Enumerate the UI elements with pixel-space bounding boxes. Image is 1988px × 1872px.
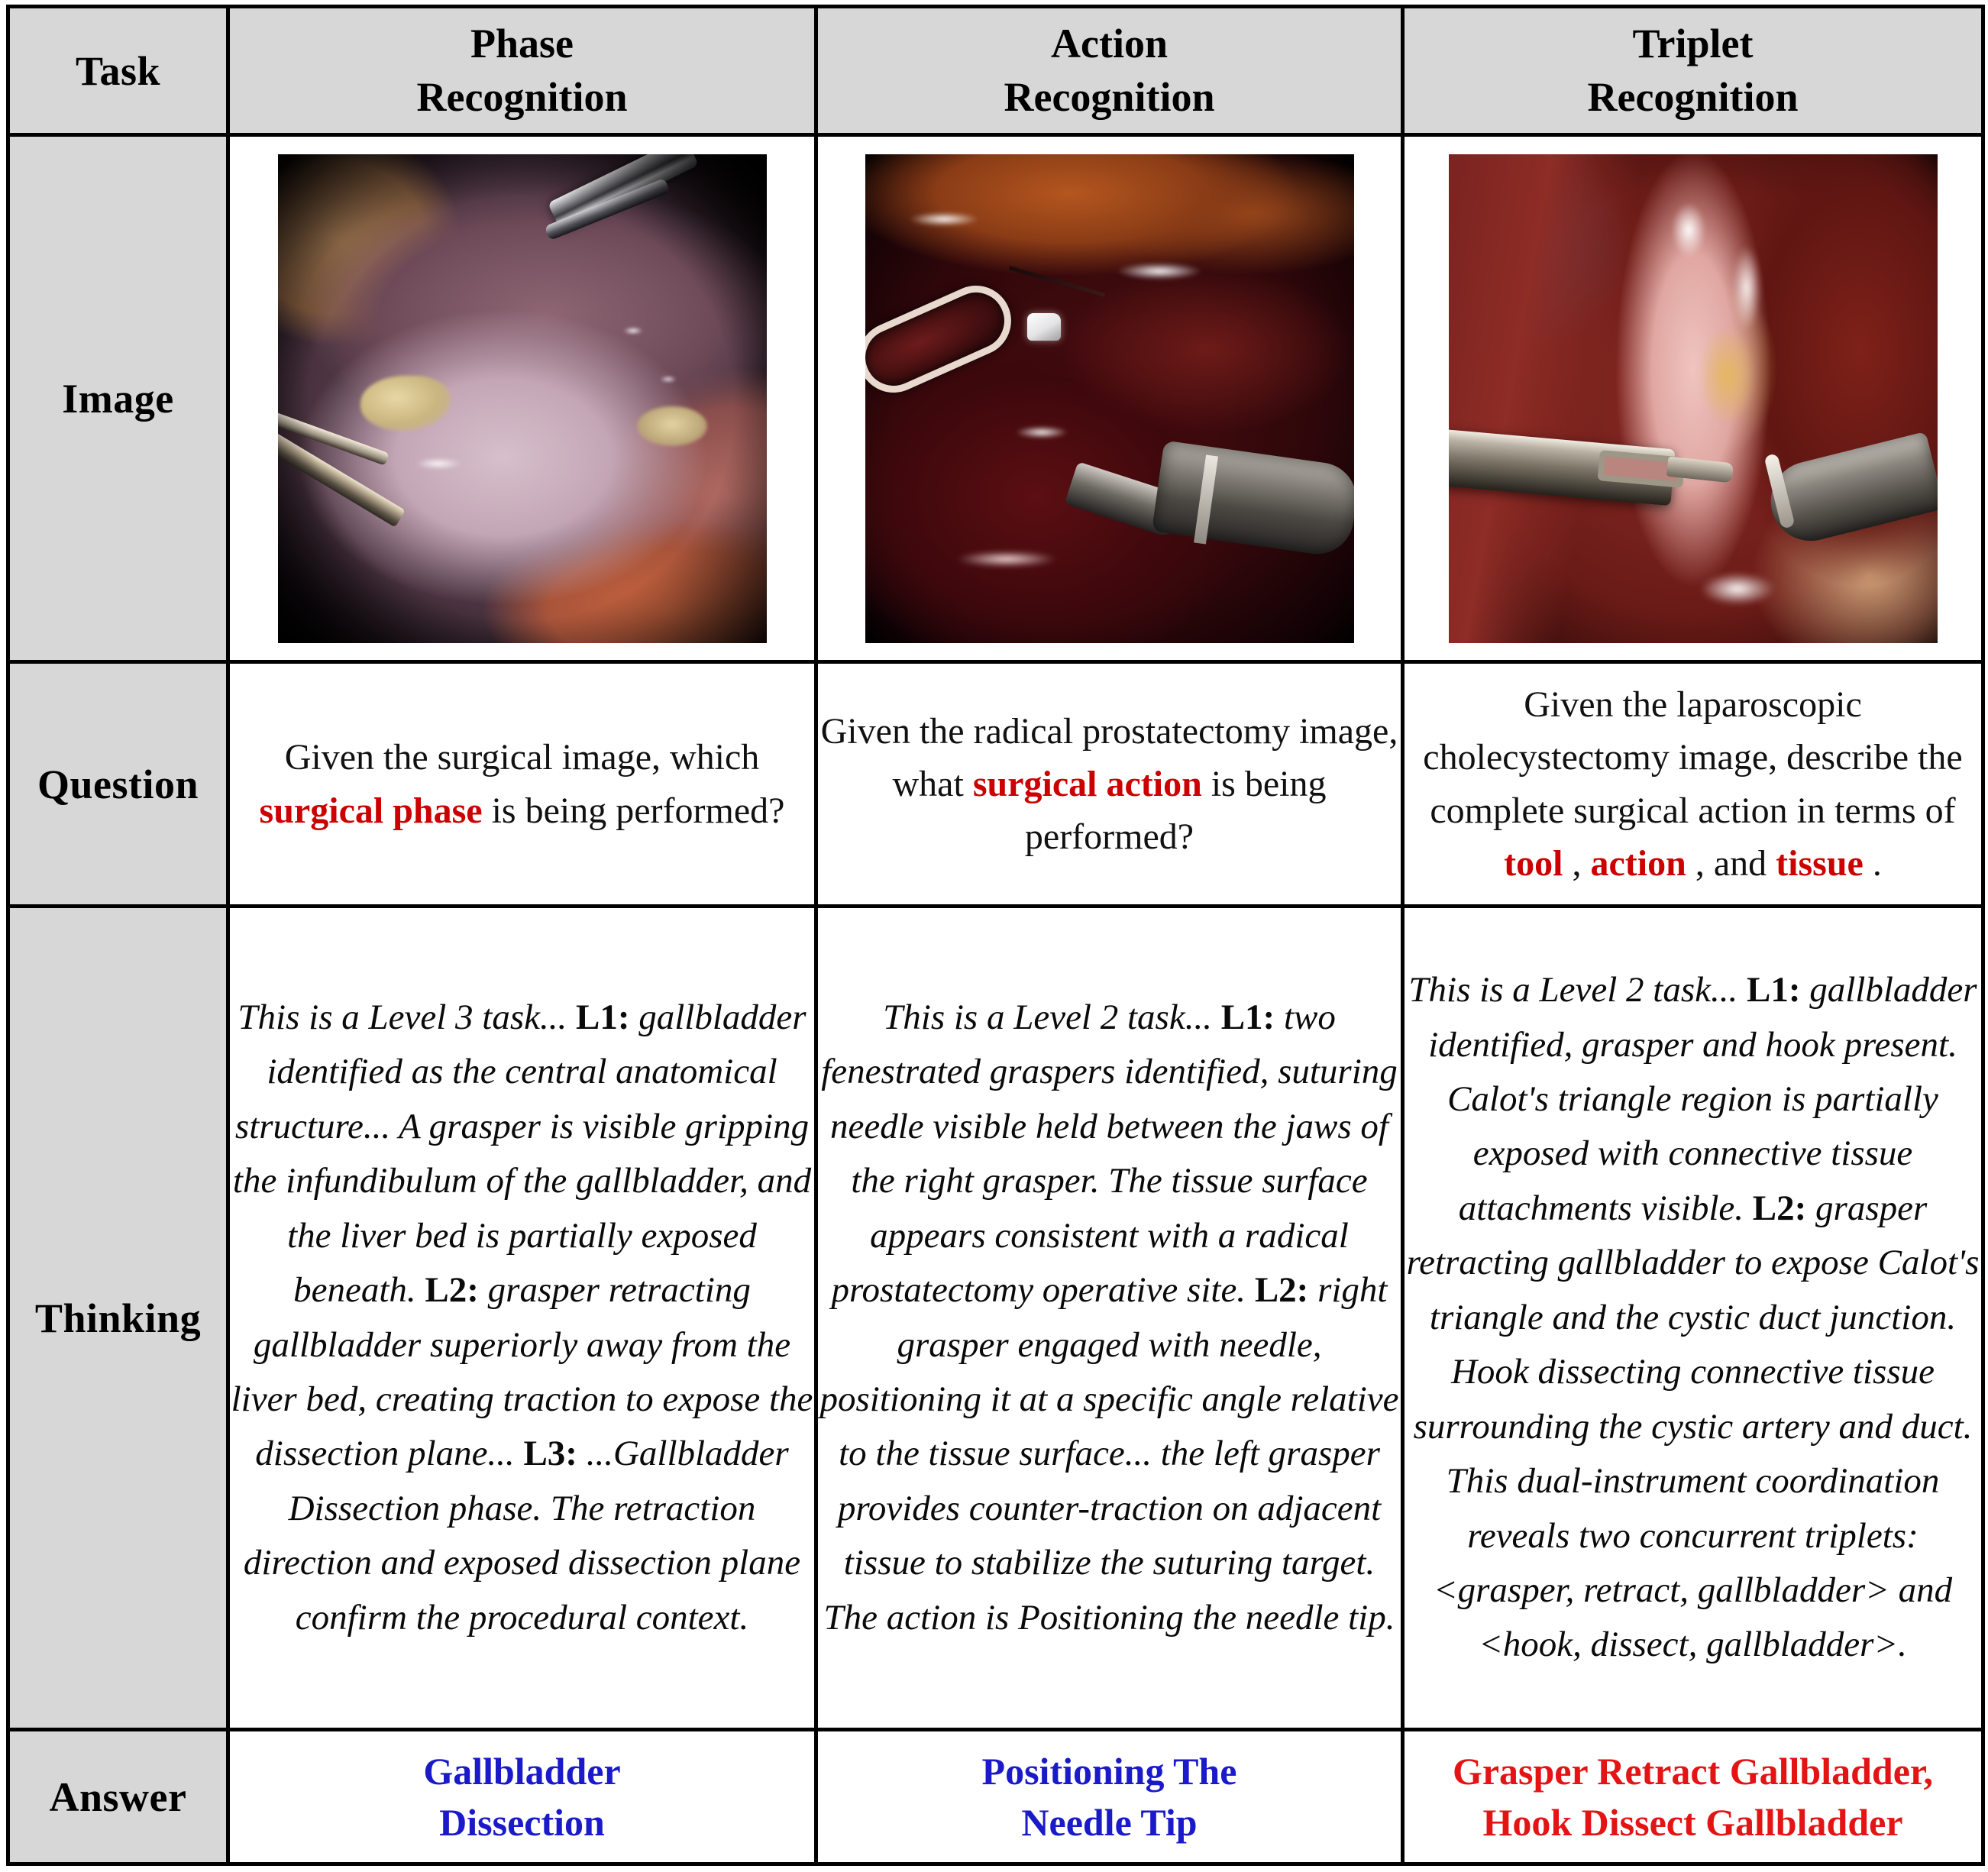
grasper-right-shaft-icon — [1151, 440, 1353, 558]
header-triplet-recognition — [1403, 7, 1983, 135]
table-image-row — [8, 135, 1983, 662]
table-thinking-row — [8, 907, 1983, 1730]
row-label-thinking: Thinking — [8, 907, 228, 1730]
header-phase-line1: Phase — [470, 21, 574, 67]
hook-instrument-icon — [1762, 431, 1937, 548]
question-phase-highlight: surgical phase — [259, 790, 483, 831]
thinking-phase-l3-text: ...Gallbladder Dissection phase. The retraction direction and exposed dissection plane confirm the procedural context. — [243, 1434, 801, 1638]
answer-triplet-line1: Grasper Retract Gallbladder, — [1452, 1749, 1934, 1793]
question-phase-part2: is being performed? — [482, 790, 785, 831]
specular-highlight — [1733, 246, 1760, 330]
question-action-part2: is being performed? — [1024, 763, 1327, 858]
image-cell-action — [816, 135, 1403, 662]
question-phase-part1: Given the surgical image, which — [284, 737, 760, 778]
question-triplet-part1: Given the laparoscopic cholecystectomy image, describe the complete surgical action in terms of — [1423, 684, 1963, 831]
question-triplet-highlight-action: action — [1590, 842, 1686, 884]
surgical-image-phase — [278, 154, 767, 643]
thinking-phase — [228, 907, 816, 1730]
thinking-action-l2-tag: L2: — [1254, 1270, 1309, 1311]
bile-stain — [1701, 330, 1754, 422]
image-cell-phase — [228, 135, 816, 662]
header-action-line1: Action — [1051, 21, 1168, 67]
specular-highlight — [1015, 426, 1068, 438]
thinking-triplet-l1-tag: L1: — [1747, 970, 1801, 1010]
question-triplet — [1403, 662, 1983, 907]
question-action — [816, 662, 1403, 907]
thinking-action-intro: This is a Level 2 task... — [883, 997, 1221, 1037]
thinking-action-l1-tag: L1: — [1220, 997, 1275, 1037]
table-question-row — [8, 662, 1983, 907]
question-action-highlight: surgical action — [972, 763, 1202, 804]
header-triplet-line1: Triplet — [1632, 21, 1754, 67]
specular-highlight — [910, 212, 978, 226]
thinking-action-l2-text: right grasper engaged with needle, positioning it at a specific angle relative to the tissue surface... the left grasper provides counter-traction on adjacent tissue to stabilize the suturing target. The action is Positioning the needle tip. — [819, 1270, 1399, 1638]
row-label-answer: Answer — [8, 1730, 228, 1864]
image-cell-triplet — [1403, 135, 1983, 662]
answer-phase-line1: Gallbladder — [423, 1749, 621, 1793]
answer-action-line2: Needle Tip — [1021, 1800, 1198, 1844]
surgical-image-triplet — [1449, 154, 1938, 643]
answer-triplet — [1403, 1730, 1983, 1864]
table-answer-row — [8, 1730, 1983, 1864]
specular-highlight — [1672, 203, 1705, 257]
answer-phase — [228, 1730, 816, 1864]
specular-highlight — [1701, 573, 1774, 605]
fenestrated-grasper-left-icon — [865, 274, 1023, 403]
thinking-triplet-l2-tag: L2: — [1752, 1188, 1807, 1228]
header-triplet-line2: Recognition — [1587, 73, 1799, 120]
thinking-phase-intro: This is a Level 3 task... — [238, 997, 576, 1037]
table-header-row — [8, 7, 1983, 135]
endoscope-vignette — [278, 154, 767, 643]
suture-thread-icon — [1008, 266, 1104, 297]
header-action-line2: Recognition — [1004, 73, 1215, 120]
row-label-image: Image — [8, 135, 228, 662]
thinking-phase-l3-tag: L3: — [523, 1434, 577, 1474]
thinking-triplet-l2-text: grasper retracting gallbladder to expose Calot's triangle and the cystic duct junction. Hook dissecting connective tissue surrounding the cystic artery and duct. This dual-instrument coordination reveals two concurrent triplets: <grasper, retract, gallbladder> and <hook, dissect, gallbladder>. — [1406, 1188, 1980, 1665]
surgical-image-action — [865, 154, 1354, 643]
thinking-triplet — [1403, 907, 1983, 1730]
answer-action — [816, 1730, 1403, 1864]
thinking-triplet-l1-text: gallbladder identified, grasper and hook present. Calot's triangle region is partially exposed with connective tissue attachments visible. — [1428, 970, 1977, 1228]
question-triplet-sep1: , — [1563, 842, 1591, 884]
thinking-phase-l2-text: grasper retracting gallbladder superiorly away from the liver bed, creating traction to expose the dissection plane... — [231, 1270, 813, 1474]
question-triplet-sep2: , and — [1686, 842, 1776, 884]
question-triplet-highlight-tissue: tissue — [1776, 842, 1864, 884]
question-phase — [228, 662, 816, 907]
row-label-question: Question — [8, 662, 228, 907]
header-task-label: Task — [8, 7, 228, 135]
suturing-needle-icon — [1027, 313, 1061, 341]
thinking-phase-l1-tag: L1: — [576, 997, 630, 1037]
thinking-action-l1-text: two fenestrated graspers identified, suturing needle visible held between the jaws of the right grasper. The tissue surface appears consistent with a radical prostatectomy operative site. — [821, 997, 1398, 1311]
question-triplet-part2: . — [1863, 842, 1882, 884]
thinking-triplet-intro: This is a Level 2 task... — [1408, 970, 1747, 1010]
header-action-recognition — [816, 7, 1403, 135]
thinking-phase-l1-text: gallbladder identified as the central anatomical structure... A grasper is visible gripping the infundibulum of the gallbladder, and the liver bed is partially exposed beneath. — [232, 997, 812, 1311]
task-comparison-table — [6, 5, 1985, 1866]
specular-highlight — [1117, 263, 1201, 280]
answer-triplet-line2: Hook Dissect Gallbladder — [1482, 1800, 1903, 1844]
header-phase-line2: Recognition — [416, 73, 628, 120]
answer-phase-line2: Dissection — [439, 1800, 605, 1844]
question-action-part1: Given the radical prostatectomy image, what — [820, 710, 1398, 804]
question-triplet-highlight-tool: tool — [1504, 842, 1563, 884]
specular-highlight — [957, 551, 1056, 567]
thinking-action — [816, 907, 1403, 1730]
header-phase-recognition — [228, 7, 816, 135]
thinking-phase-l2-tag: L2: — [425, 1270, 479, 1311]
answer-action-line1: Positioning The — [981, 1749, 1237, 1793]
